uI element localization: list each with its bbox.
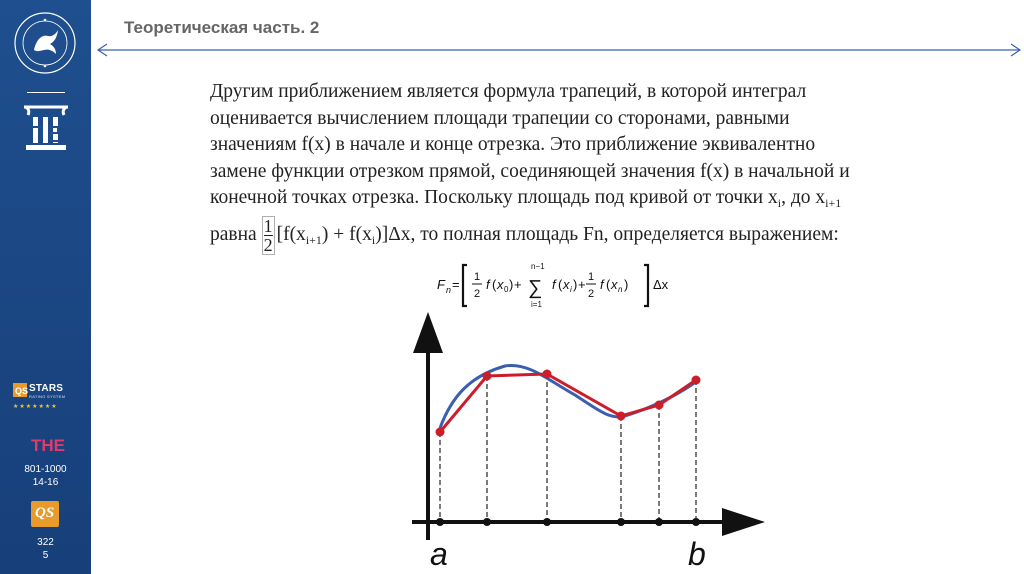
formula-half-den: 2 bbox=[474, 288, 481, 300]
body-paragraph bbox=[210, 79, 960, 255]
text-line-6-c: ) + f(x bbox=[321, 223, 372, 245]
half-fraction-num: 1 bbox=[263, 215, 273, 236]
node-point bbox=[436, 428, 445, 437]
text-line-6-b: [f(x bbox=[276, 223, 306, 245]
node-point bbox=[655, 401, 664, 410]
svg-text:): ) bbox=[624, 277, 629, 292]
svg-text:QS: QS bbox=[15, 386, 29, 396]
axis-node-dot bbox=[692, 518, 700, 526]
university-emblem-icon bbox=[12, 10, 78, 76]
text-line-3: значениям f(x) в начале и конце отрезка. Это приближение эквивалентно bbox=[210, 134, 816, 155]
trapezoid-formula bbox=[434, 259, 694, 311]
function-curve bbox=[440, 365, 697, 428]
title-rule-arrow bbox=[95, 37, 1023, 63]
text-line-5-b: , до x bbox=[781, 187, 826, 208]
formula-half-num: 1 bbox=[474, 271, 481, 283]
axis-node-dot bbox=[436, 518, 444, 526]
axis-node-dot bbox=[483, 518, 491, 526]
formula-lhs: F bbox=[437, 277, 445, 292]
the-ranking-logo bbox=[30, 429, 65, 459]
x-axis-arrow-icon bbox=[722, 508, 765, 536]
y-axis-arrow-icon bbox=[413, 312, 443, 353]
text-line-5-a: конечной точках отрезка. Поскольку площадь под кривой от точки x bbox=[210, 187, 778, 208]
stars-sub-label: RATING SYSTEM bbox=[29, 394, 66, 399]
qs-ranking-logo bbox=[31, 501, 59, 527]
formula-sigma: ∑ bbox=[528, 277, 543, 299]
text-line-4: замене функции отрезком прямой, соединяющей значения f(x) в начальной и bbox=[210, 160, 850, 182]
trapezoid-graph bbox=[400, 305, 780, 574]
text-line-6-d: )]Δx, то полная площадь Fn, определяется выражением: bbox=[375, 223, 839, 245]
node-point bbox=[543, 370, 552, 379]
svg-text:): ) bbox=[573, 277, 578, 292]
qs-logo-text: QS bbox=[35, 505, 55, 521]
formula-xi: x bbox=[563, 277, 570, 292]
stars-rating-icon: ★★★★★★★ bbox=[13, 404, 58, 410]
formula-f3: f bbox=[600, 277, 604, 292]
svg-text:(: ( bbox=[492, 277, 497, 292]
axis-node-dot bbox=[655, 518, 663, 526]
half-fraction bbox=[262, 216, 275, 255]
formula-sum-top: n−1 bbox=[531, 262, 545, 271]
axis-node-dot bbox=[617, 518, 625, 526]
node-point bbox=[483, 372, 492, 381]
qs-rank-years: 5 bbox=[42, 550, 49, 561]
dashed-ordinates bbox=[440, 374, 696, 522]
text-line-5 bbox=[210, 185, 960, 212]
formula-x0: x bbox=[497, 277, 504, 292]
formula-plus2: + bbox=[578, 277, 586, 292]
qs-rank: 322 bbox=[37, 537, 54, 548]
pillar-logo-icon bbox=[22, 103, 70, 155]
svg-text:(: ( bbox=[558, 277, 563, 292]
axis-node-dot bbox=[543, 518, 551, 526]
formula-half2-den: 2 bbox=[588, 288, 595, 300]
text-line-6-sub2: i bbox=[371, 232, 376, 247]
page-title: Теоретическая часть. 2 bbox=[124, 18, 320, 37]
formula-f2: f bbox=[552, 277, 556, 292]
formula-eq: = bbox=[452, 277, 460, 292]
label-a: a bbox=[430, 536, 448, 572]
sidebar-divider bbox=[27, 92, 65, 93]
half-fraction-den: 2 bbox=[263, 234, 273, 255]
text-line-1: Другим приближением является формула трапеций, в которой интеграл bbox=[210, 81, 807, 102]
formula-plus1: + bbox=[514, 277, 522, 292]
text-line-5-sub1: i bbox=[777, 196, 782, 210]
text-line-5-sub2: i+1 bbox=[825, 196, 842, 210]
text-line-2: оценивается вычислением площади трапеции со сторонами, равными bbox=[210, 107, 790, 129]
sidebar bbox=[0, 0, 91, 574]
formula-x0-sub: 0 bbox=[504, 285, 509, 294]
the-rank: 801-1000 bbox=[24, 464, 67, 475]
formula-delta: Δx bbox=[653, 277, 669, 292]
formula-xn: x bbox=[611, 277, 618, 292]
node-point bbox=[692, 376, 701, 385]
svg-text:(: ( bbox=[606, 277, 611, 292]
formula-f1: f bbox=[486, 277, 490, 292]
formula-xn-sub: n bbox=[618, 285, 623, 294]
node-point bbox=[617, 412, 626, 421]
text-line-6-a: равна bbox=[210, 223, 257, 245]
the-logo-text: THE bbox=[31, 436, 65, 455]
label-b: b bbox=[688, 536, 706, 572]
formula-sum-bottom: i=1 bbox=[531, 300, 542, 309]
the-rank-years: 14-16 bbox=[32, 477, 59, 488]
text-line-6-sub1: i+1 bbox=[305, 232, 322, 247]
text-line-6 bbox=[210, 216, 960, 255]
qs-stars-mark-icon bbox=[13, 383, 27, 397]
qs-stars-badge bbox=[13, 383, 77, 411]
formula-lhs-sub: n bbox=[446, 285, 452, 295]
formula-xi-sub: i bbox=[570, 285, 572, 294]
svg-text:): ) bbox=[509, 277, 514, 292]
formula-half2-num: 1 bbox=[588, 271, 595, 283]
stars-label: STARS bbox=[29, 383, 64, 394]
